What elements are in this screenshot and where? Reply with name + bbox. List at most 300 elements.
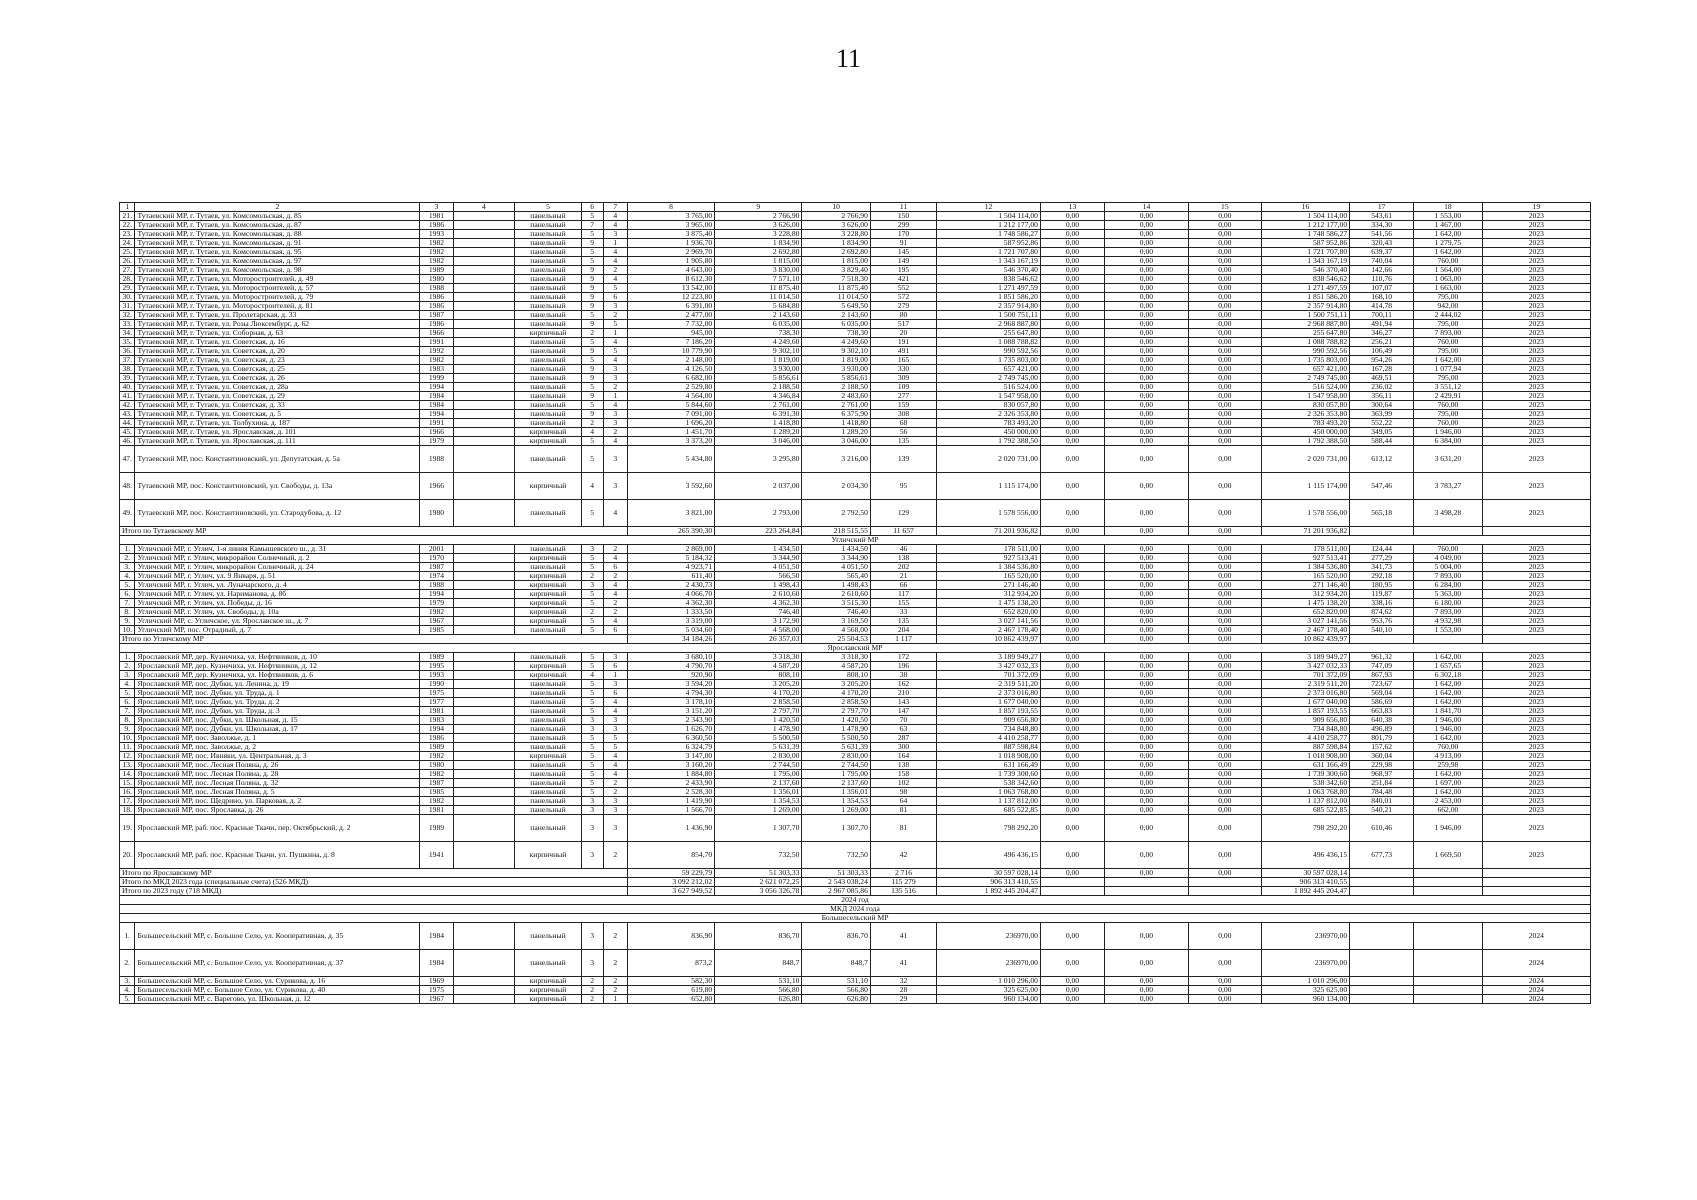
table-cell: 5. <box>120 688 135 697</box>
table-cell: 0,00 <box>1040 265 1104 274</box>
table-cell: 0,00 <box>1104 364 1188 373</box>
table-cell: 3 680,10 <box>627 652 714 661</box>
table-cell: 2 319 511,20 <box>1261 679 1349 688</box>
table-cell: 2023 <box>1482 607 1590 616</box>
table-cell: 5 <box>581 652 603 661</box>
table-cell <box>453 688 515 697</box>
table-cell: 158 <box>870 769 936 778</box>
table-cell: 3 <box>603 301 627 310</box>
table-cell: 586,69 <box>1350 697 1414 706</box>
table-row <box>120 670 1591 679</box>
table-cell: кирпичный <box>515 607 581 616</box>
table-cell: 0,00 <box>1188 841 1261 868</box>
table-cell: Тутаевский МР, г. Тутаев, ул. Моторостроителей, д. 81 <box>135 301 420 310</box>
total-cell: 3 627 949,52 <box>627 886 714 895</box>
table-cell: 11 014,50 <box>802 292 870 301</box>
total-row <box>120 886 1591 895</box>
table-cell: 565,18 <box>1350 499 1414 526</box>
table-cell: 3 783,27 <box>1414 472 1482 499</box>
table-cell: 783 493,20 <box>937 418 1041 427</box>
table-cell: 2023 <box>1482 580 1590 589</box>
table-cell: 0,00 <box>1188 301 1261 310</box>
table-cell: 1992 <box>420 346 453 355</box>
table-cell: Большесельский МР, с. Большое Село, ул. Сурикова, д. 40 <box>135 985 420 994</box>
table-cell: 236970,00 <box>1261 922 1349 949</box>
table-cell: 2 <box>581 985 603 994</box>
table-cell: 0,00 <box>1040 688 1104 697</box>
table-cell: 16. <box>120 787 135 796</box>
table-cell: 2 761,00 <box>715 400 802 409</box>
table-cell: 2023 <box>1482 670 1590 679</box>
table-cell: 1 739 300,60 <box>1261 769 1349 778</box>
table-cell: 7 <box>581 220 603 229</box>
table-cell: 41. <box>120 391 135 400</box>
total-cell: 10 862 439,97 <box>1261 634 1349 643</box>
table-cell: 5 <box>581 589 603 598</box>
table-cell: 1 343 167,19 <box>937 256 1041 265</box>
table-cell: 3 <box>603 796 627 805</box>
table-row <box>120 949 1591 976</box>
table-cell: 12. <box>120 751 135 760</box>
table-cell: 746,40 <box>802 607 870 616</box>
table-cell: Тутаевский МР, г. Тутаев, ул. Соборная, д. 63 <box>135 328 420 337</box>
table-cell: 795,00 <box>1414 292 1482 301</box>
table-cell: 1970 <box>420 553 453 562</box>
table-cell: 5 <box>581 661 603 670</box>
table-cell: Тутаевский МР, г. Тутаев, ул. Комсомольская, д. 87 <box>135 220 420 229</box>
table-cell: 2023 <box>1482 427 1590 436</box>
table-row <box>120 292 1591 301</box>
table-cell: 1 137 812,00 <box>1261 796 1349 805</box>
table-row <box>120 652 1591 661</box>
column-number-cell: 2 <box>135 203 420 212</box>
table-cell: 0,00 <box>1040 319 1104 328</box>
column-number-cell: 8 <box>627 203 714 212</box>
table-cell: 3 <box>603 472 627 499</box>
table-cell: 0,00 <box>1104 769 1188 778</box>
table-cell: 37. <box>120 355 135 364</box>
table-cell: 0,00 <box>1040 301 1104 310</box>
table-cell: 920,90 <box>627 670 714 679</box>
table-cell: 1 936,70 <box>627 238 714 247</box>
table-cell: 1987 <box>420 778 453 787</box>
total-cell: 115 279 <box>870 877 936 886</box>
table-cell: кирпичный <box>515 976 581 985</box>
table-cell: 191 <box>870 337 936 346</box>
table-cell: 1 819,00 <box>802 355 870 364</box>
table-cell: 0,00 <box>1040 292 1104 301</box>
table-row <box>120 355 1591 364</box>
table-cell: 0,00 <box>1104 778 1188 787</box>
table-cell: 1 384 536,80 <box>937 562 1041 571</box>
table-cell: 582,30 <box>627 976 714 985</box>
table-cell: 4 <box>603 247 627 256</box>
table-cell <box>453 445 515 472</box>
table-cell: 0,00 <box>1104 283 1188 292</box>
table-cell: 5 363,00 <box>1414 589 1482 598</box>
table-cell: 0,00 <box>1104 697 1188 706</box>
table-cell <box>453 571 515 580</box>
table-cell: 49. <box>120 499 135 526</box>
table-cell: 1 857 193,55 <box>937 706 1041 715</box>
table-cell: панельный <box>515 220 581 229</box>
table-cell: 3 631,20 <box>1414 445 1482 472</box>
table-cell: 28 <box>870 985 936 994</box>
table-cell: 2 433,90 <box>627 778 714 787</box>
table-cell: 546 370,40 <box>1261 265 1349 274</box>
table-cell: 6. <box>120 589 135 598</box>
table-cell: Ярославский МР, пос. Дубки, ул. Ленина, д. 19 <box>135 679 420 688</box>
table-cell: 4 066,70 <box>627 589 714 598</box>
table-cell: кирпичный <box>515 427 581 436</box>
table-cell: 3 427 032,33 <box>1261 661 1349 670</box>
table-cell: 150 <box>870 211 936 220</box>
table-cell: 5. <box>120 580 135 589</box>
table-cell: 2023 <box>1482 265 1590 274</box>
table-cell: 66 <box>870 580 936 589</box>
table-cell: 18. <box>120 805 135 814</box>
table-cell: 2 692,80 <box>802 247 870 256</box>
table-cell: 732,50 <box>715 841 802 868</box>
table-cell: 2023 <box>1482 742 1590 751</box>
table-cell: 2023 <box>1482 211 1590 220</box>
table-cell: 0,00 <box>1040 571 1104 580</box>
table-cell: 3 <box>581 814 603 841</box>
table-row <box>120 301 1591 310</box>
table-cell: 1982 <box>420 256 453 265</box>
table-cell: 954,26 <box>1350 355 1414 364</box>
table-cell: 32 <box>870 976 936 985</box>
table-cell: 81 <box>870 805 936 814</box>
table-cell: 0,00 <box>1104 598 1188 607</box>
table-cell: 1 735 803,00 <box>937 355 1041 364</box>
table-cell: 0,00 <box>1104 814 1188 841</box>
table-cell: 180,95 <box>1350 580 1414 589</box>
table-cell: 0,00 <box>1188 238 1261 247</box>
table-cell: 874,62 <box>1350 607 1414 616</box>
table-cell: 685 522,85 <box>1261 805 1349 814</box>
table-row <box>120 562 1591 571</box>
table-row <box>120 724 1591 733</box>
table-cell <box>453 760 515 769</box>
table-cell: 2023 <box>1482 301 1590 310</box>
table-cell: 3 <box>581 841 603 868</box>
table-cell: 4 <box>603 706 627 715</box>
table-cell: Тутаевский МР, г. Тутаев, ул. Ярославская, д. 101 <box>135 427 420 436</box>
total-label: Итого по МКД 2023 года (специальные счета) (526 МКД) <box>120 877 628 886</box>
table-cell: 1999 <box>420 373 453 382</box>
table-cell: 1 884,80 <box>627 769 714 778</box>
table-cell: 1975 <box>420 688 453 697</box>
table-cell: 2023 <box>1482 562 1590 571</box>
table-cell: 2 <box>603 949 627 976</box>
table-cell: 0,00 <box>1040 949 1104 976</box>
table-cell: 3 027 141,56 <box>1261 616 1349 625</box>
table-cell: 0,00 <box>1040 922 1104 949</box>
table-cell: 1 564,00 <box>1414 265 1482 274</box>
table-cell: 3 <box>603 364 627 373</box>
table-cell: 0,00 <box>1040 544 1104 553</box>
total-cell <box>1350 877 1414 886</box>
table-row <box>120 220 1591 229</box>
table-cell: 848,7 <box>715 949 802 976</box>
table-cell: 1 018 908,00 <box>937 751 1041 760</box>
table-cell: 2 797,70 <box>802 706 870 715</box>
table-cell: 2023 <box>1482 679 1590 688</box>
table-row <box>120 310 1591 319</box>
table-cell: кирпичный <box>515 661 581 670</box>
table-cell: Тутаевский МР, г. Тутаев, ул. Советская, д. 33 <box>135 400 420 409</box>
table-cell: 0,00 <box>1040 499 1104 526</box>
table-cell <box>453 805 515 814</box>
table-cell: 2 <box>581 607 603 616</box>
table-cell: 0,00 <box>1188 310 1261 319</box>
table-cell: 2023 <box>1482 733 1590 742</box>
table-cell: 0,00 <box>1188 598 1261 607</box>
table-cell: Угличский МР, г. Углич, ул. Свободы, д. 10а <box>135 607 420 616</box>
table-cell: 0,00 <box>1188 436 1261 445</box>
table-cell: 2023 <box>1482 364 1590 373</box>
table-cell: 1 748 586,27 <box>1261 229 1349 238</box>
table-row <box>120 229 1591 238</box>
table-cell: 3 318,30 <box>802 652 870 661</box>
column-number-cell: 16 <box>1261 203 1349 212</box>
table-cell: 566,80 <box>802 985 870 994</box>
table-cell: кирпичный <box>515 571 581 580</box>
table-cell: 0,00 <box>1040 445 1104 472</box>
table-cell: 738,30 <box>715 328 802 337</box>
table-cell: 3 875,40 <box>627 229 714 238</box>
table-cell <box>1414 949 1482 976</box>
table-cell: 21 <box>870 571 936 580</box>
table-cell: 516 524,00 <box>1261 382 1349 391</box>
table-cell: 6 682,00 <box>627 373 714 382</box>
table-cell: 942,00 <box>1414 301 1482 310</box>
table-cell: 236970,00 <box>937 949 1041 976</box>
table-cell: панельный <box>515 400 581 409</box>
table-cell <box>453 616 515 625</box>
table-cell: 48. <box>120 472 135 499</box>
table-cell: 1 289,20 <box>715 427 802 436</box>
table-cell: 0,00 <box>1040 598 1104 607</box>
table-cell: 299 <box>870 220 936 229</box>
building-register-table <box>119 202 1591 1004</box>
table-cell: 1 137 812,00 <box>937 796 1041 805</box>
total-cell: 59 229,79 <box>627 868 714 877</box>
total-cell: 265 390,30 <box>627 526 714 535</box>
table-cell: 1984 <box>420 949 453 976</box>
table-cell: 139 <box>870 445 936 472</box>
table-row <box>120 805 1591 814</box>
table-cell: 1 566,70 <box>627 805 714 814</box>
table-cell: 3 965,00 <box>627 220 714 229</box>
table-cell: 5 <box>581 337 603 346</box>
table-cell: 0,00 <box>1188 769 1261 778</box>
table-cell: 0,00 <box>1188 229 1261 238</box>
table-cell: 0,00 <box>1104 247 1188 256</box>
table-row <box>120 472 1591 499</box>
table-cell: 516 524,00 <box>937 382 1041 391</box>
table-cell: 830 057,80 <box>937 400 1041 409</box>
table-cell <box>453 661 515 670</box>
table-cell: 330 <box>870 364 936 373</box>
table-cell: 15. <box>120 778 135 787</box>
table-cell: 1 663,00 <box>1414 283 1482 292</box>
table-cell: 2 610,60 <box>802 589 870 598</box>
table-cell <box>453 670 515 679</box>
table-row <box>120 247 1591 256</box>
table-cell: 662,00 <box>1414 805 1482 814</box>
table-cell: 760,00 <box>1414 337 1482 346</box>
table-cell: 4 <box>603 580 627 589</box>
table-cell: 1 434,50 <box>715 544 802 553</box>
table-cell: 0,00 <box>1104 751 1188 760</box>
table-cell: 5 <box>581 751 603 760</box>
total-cell <box>1482 634 1590 643</box>
table-cell: 961,32 <box>1350 652 1414 661</box>
table-cell: 546 370,40 <box>937 265 1041 274</box>
table-cell: 610,46 <box>1350 814 1414 841</box>
table-row <box>120 598 1591 607</box>
table-row <box>120 337 1591 346</box>
table-cell <box>453 265 515 274</box>
table-cell <box>453 274 515 283</box>
table-cell: 2001 <box>420 544 453 553</box>
table-cell: 45. <box>120 427 135 436</box>
table-cell: 3 216,00 <box>802 445 870 472</box>
table-cell: 2 453,00 <box>1414 796 1482 805</box>
district-heading-cell: Угличский МР <box>120 535 1591 544</box>
table-cell: 2023 <box>1482 283 1590 292</box>
table-row <box>120 715 1591 724</box>
table-cell: 2023 <box>1482 841 1590 868</box>
table-cell: 271 146,40 <box>937 580 1041 589</box>
table-cell: 1989 <box>420 742 453 751</box>
table-cell: 0,00 <box>1104 328 1188 337</box>
table-cell: 747,09 <box>1350 661 1414 670</box>
table-cell: 9 302,10 <box>802 346 870 355</box>
table-cell: 1 851 586,20 <box>937 292 1041 301</box>
total-cell: 30 597 028,14 <box>937 868 1041 877</box>
table-cell: 0,00 <box>1188 571 1261 580</box>
total-cell: 0,00 <box>1104 868 1188 877</box>
total-cell: 223 264,84 <box>715 526 802 535</box>
table-row <box>120 661 1591 670</box>
table-cell: 0,00 <box>1040 409 1104 418</box>
total-cell: 0,00 <box>1188 868 1261 877</box>
table-cell: 6. <box>120 697 135 706</box>
table-cell: 5. <box>120 994 135 1003</box>
table-cell: 1 815,00 <box>715 256 802 265</box>
table-cell: 496 436,15 <box>937 841 1041 868</box>
table-cell: 2 968 887,80 <box>937 319 1041 328</box>
table-cell: 1 384 536,80 <box>1261 562 1349 571</box>
table-cell: 5 <box>603 742 627 751</box>
table-cell: 491,94 <box>1350 319 1414 328</box>
table-cell: 4 913,00 <box>1414 751 1482 760</box>
table-cell: 155 <box>870 598 936 607</box>
table-cell: 1 642,00 <box>1414 769 1482 778</box>
table-cell: 2023 <box>1482 418 1590 427</box>
table-cell: 5 <box>581 778 603 787</box>
table-cell: 43. <box>120 409 135 418</box>
table-cell: 2 037,00 <box>715 472 802 499</box>
table-cell: 346,27 <box>1350 328 1414 337</box>
table-cell: 0,00 <box>1040 229 1104 238</box>
table-cell: 165 <box>870 355 936 364</box>
table-cell: 0,00 <box>1188 652 1261 661</box>
table-cell: 3 551,12 <box>1414 382 1482 391</box>
table-cell: 2 326 353,80 <box>1261 409 1349 418</box>
total-cell <box>1188 877 1261 886</box>
column-number-cell: 7 <box>603 203 627 212</box>
table-row <box>120 445 1591 472</box>
table-row <box>120 778 1591 787</box>
table-cell: 838 546,62 <box>937 274 1041 283</box>
table-cell: 0,00 <box>1040 805 1104 814</box>
table-cell: 9 302,10 <box>715 346 802 355</box>
table-cell: 5 <box>581 211 603 220</box>
table-cell <box>453 706 515 715</box>
total-cell <box>1350 634 1414 643</box>
sub-heading <box>120 904 1591 913</box>
table-cell: 0,00 <box>1188 670 1261 679</box>
table-row <box>120 769 1591 778</box>
table-cell: 1 642,00 <box>1414 733 1482 742</box>
table-cell: 24. <box>120 238 135 247</box>
total-cell: 2 543 038,24 <box>802 877 870 886</box>
table-row <box>120 571 1591 580</box>
table-cell: 3 <box>603 445 627 472</box>
table-cell: 1980 <box>420 274 453 283</box>
table-cell: 1 <box>603 391 627 400</box>
table-cell: 1 946,00 <box>1414 814 1482 841</box>
table-cell: 1 657,65 <box>1414 661 1482 670</box>
table-cell: 0,00 <box>1104 346 1188 355</box>
table-cell: 1989 <box>420 814 453 841</box>
table-cell: панельный <box>515 796 581 805</box>
table-cell: 1 504 114,00 <box>937 211 1041 220</box>
table-row <box>120 319 1591 328</box>
table-cell: 531,10 <box>802 976 870 985</box>
table-row <box>120 733 1591 742</box>
table-cell: 145 <box>870 247 936 256</box>
total-cell <box>1350 886 1414 895</box>
table-cell: 0,00 <box>1188 553 1261 562</box>
table-cell: 7. <box>120 706 135 715</box>
table-cell: панельный <box>515 229 581 238</box>
table-cell: 2 137,60 <box>715 778 802 787</box>
table-cell: 784,48 <box>1350 787 1414 796</box>
table-cell: 887 598,84 <box>1261 742 1349 751</box>
table-cell: панельный <box>515 364 581 373</box>
table-cell: 292,18 <box>1350 571 1414 580</box>
table-cell: 2 034,30 <box>802 472 870 499</box>
table-cell: 1986 <box>420 292 453 301</box>
table-cell: 1 697,00 <box>1414 778 1482 787</box>
table-cell: 30. <box>120 292 135 301</box>
table-cell: 138 <box>870 760 936 769</box>
table-cell: Угличский МР, с. Угличское, ул. Ярославское ш., д. 7 <box>135 616 420 625</box>
table-cell: 312 934,20 <box>937 589 1041 598</box>
table-cell: 1 739 300,60 <box>937 769 1041 778</box>
table-row <box>120 391 1591 400</box>
table-cell: 0,00 <box>1040 841 1104 868</box>
table-cell: 0,00 <box>1188 697 1261 706</box>
table-cell: 341,73 <box>1350 562 1414 571</box>
total-cell <box>1482 877 1590 886</box>
table-cell: кирпичный <box>515 985 581 994</box>
